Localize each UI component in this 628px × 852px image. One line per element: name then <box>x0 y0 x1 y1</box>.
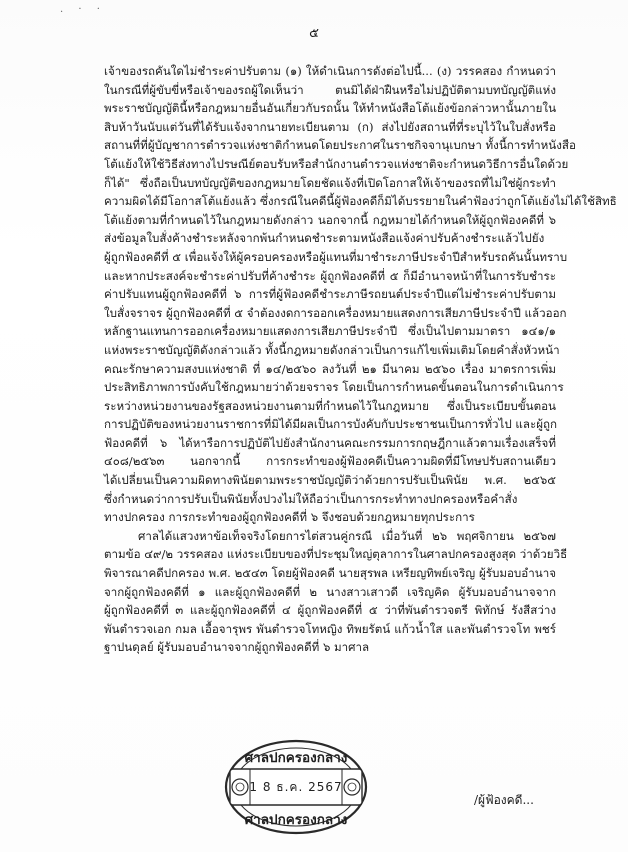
stamp-bottom-text: ศาลปกครองกลาง <box>244 812 348 828</box>
stamp-top-text: ศาลปกครองกลาง <box>244 750 348 766</box>
text-line: แห่งพระราชบัญญัติดังกล่าวแล้ว ทั้งนี้กฎหมายดังกล่าวเป็นการแก้ไขเพิ่มเติมโดยคำสั่งหัวหน้า <box>104 342 560 357</box>
text-line: การปฏิบัติของหน่วยงานราชการที่มิได้มีผลเป็นการบังคับกับประชาชนเป็นการทั่วไป และผู้ถูก <box>104 417 558 432</box>
text-line: คณะรักษาความสงบแห่งชาติ ที่ ๑๔/๒๕๖๐ ลงวันที่ ๒๑ มีนาคม ๒๕๖๐ เรื่อง มาตรการเพิ่ม <box>104 361 556 376</box>
stamp-date: 1 8 ธ.ค. 2567 <box>249 780 343 794</box>
text-line: ทางปกครอง การกระทำของผู้ถูกฟ้องคดีที่ ๖ จึงชอบด้วยกฎหมายทุกประการ <box>104 510 475 525</box>
text-line: โต้แย้งให้ใช้วิธีส่งทางไปรษณีย์ตอบรับหรือสำนักงานตำรวจแห่งชาติจะกำหนดวิธีการอื่นใดด้วย <box>104 156 569 171</box>
text-line: จากผู้ถูกฟ้องคดีที่ ๑ และผู้ถูกฟ้องคดีที่ ๒ นางสาวเสาวดี เจริญคิด ผู้รับมอบอำนาจจาก <box>104 584 556 599</box>
paragraph-container <box>104 62 617 657</box>
text-line: พิจารณาคดีปกครอง พ.ศ. ๒๕๔๓ โดยผู้ฟ้องคดี นายสุรพล เหรียญทิพย์เจริญ ผู้รับมอบอำนาจ <box>104 566 556 581</box>
scan-specks: . · · <box>60 4 106 15</box>
text-line: ฟ้องคดีที่ ๖ ได้หารือการปฏิบัติไปยังสำนักงานคณะกรรมการกฤษฎีกาแล้วตามเรื่องเสร็จที่ <box>104 435 556 450</box>
text-line: หลักฐานแทนการออกเครื่องหมายแสดงการเสียภาษีประจำปี ซึ่งเป็นไปตามมาตรา ๑๔๑/๑ <box>104 324 556 339</box>
text-line: ฐาปนดุลย์ ผู้รับมอบอำนาจจากผู้ถูกฟ้องคดีที่ ๖ มาศาล <box>104 640 370 655</box>
text-line: และหากประสงค์จะชำระค่าปรับที่ค้างชำระ ผู้ถูกฟ้องคดีที่ ๕ ก็มีอำนาจหน้าที่ในการรับชำระ <box>104 268 556 283</box>
text-line: ค่าปรับแทนผู้ถูกฟ้องคดีที่ ๖ การที่ผู้ฟ้องคดีชำระภาษีรถยนต์ประจำปีแต่ไม่ชำระค่าปรับตาม <box>104 287 556 302</box>
text-line: สถานที่ที่ผู้บัญชาการตำรวจแห่งชาติกำหนดโดยประกาศในราชกิจจานุเบกษา ทั้งนี้การทำหนังสือ <box>104 138 576 153</box>
text-line: ซึ่งกำหนดว่าการปรับเป็นพินัยทั้งปวงไม่ให้ถือว่าเป็นการกระทำทางปกครองหรือคำสั่ง <box>104 491 518 506</box>
page-number: ๕ <box>309 26 319 41</box>
paragraph <box>104 527 568 657</box>
text-line: ตามข้อ ๔๙/๒ วรรคสอง แห่งระเบียบของที่ประชุมใหญ่ตุลาการในศาลปกครองสูงสุด ว่าด้วยวิธี <box>104 547 568 562</box>
court-stamp <box>222 737 370 837</box>
continuation-marker: /ผู้ฟ้องคดี... <box>474 793 534 807</box>
text-line: พระราชบัญญัตินี้หรือกฎหมายอื่นอันเกี่ยวกับรถนั้น ให้ทำหนังสือโต้แย้งข้อกล่าวหานั้นภายใน <box>104 101 556 116</box>
text-line: สิบห้าวันนับแต่วันที่ได้รับแจ้งจากนายทะเบียนตาม (ก) ส่งไปยังสถานที่ที่ระบุไว้ในใบสั่งหรือ <box>104 119 556 134</box>
text-line: เจ้าของรถคันใดไม่ชำระค่าปรับตาม (๑) ให้ดำเนินการดังต่อไปนี้... (ง) วรรคสอง กำหนดว่า <box>104 64 556 78</box>
text-line: พันตำรวจเอก กมล เอื้อจารุพร พันตำรวจโทหญิง ทิพยรัตน์ แก้วน้ำใส และพันตำรวจโท พชร์ <box>104 621 556 636</box>
text-line: ผู้ถูกฟ้องคดีที่ ๕ เพื่อแจ้งให้ผู้ครอบครองหรือผู้แทนที่มาชำระภาษีประจำปีสำหรับรถคันนั้นทราบ <box>104 249 568 264</box>
text-line: ผู้ถูกฟ้องคดีที่ ๓ และผู้ถูกฟ้องคดีที่ ๔ ผู้ถูกฟ้องคดีที่ ๕ ว่าที่พันตำรวจตรี พิทักษ์ รังสีสว่าง <box>104 603 556 618</box>
text-line: ได้เปลี่ยนเป็นความผิดทางพินัยตามพระราชบัญญัติว่าด้วยการปรับเป็นพินัย พ.ศ. ๒๕๖๕ <box>104 473 556 488</box>
text-line: ใบสั่งจราจร ผู้ถูกฟ้องคดีที่ ๕ จำต้องงดการออกเครื่องหมายแสดงการเสียภาษีประจำปี แล้วออก <box>104 305 567 320</box>
text-line: ในกรณีที่ผู้ขับขี่หรือเจ้าของรถผู้ใดเห็นว่า ตนมิได้ฝ่าฝืนหรือไม่ปฏิบัติตามบทบัญญัติแห่ง <box>104 82 556 97</box>
text-line: ระหว่างหน่วยงานของรัฐสองหน่วยงานตามที่กำหนดไว้ในกฎหมาย ซึ่งเป็นระเบียบขั้นตอน <box>104 398 556 413</box>
text-line: ส่งข้อมูลใบสั่งค้างชำระหลังจากพ้นกำหนดชำระตามหนังสือแจ้งค่าปรับค้างชำระแล้วไปยัง <box>104 231 545 246</box>
text-line: โต้แย้งตามที่กำหนดไว้ในกฎหมายดังกล่าว นอกจากนี้ กฎหมายได้กำหนดให้ผู้ถูกฟ้องคดีที่ ๖ <box>104 212 556 227</box>
text-line: ก็ได้" ซึ่งถือเป็นบทบัญญัติของกฎหมายโดยชัดแจ้งที่เปิดโอกาสให้เจ้าของรถที่ไม่ใช่ผู้กระทำ <box>104 175 556 190</box>
text-line: ๔๐๘/๒๕๖๓ นอกจากนี้ การกระทำของผู้ฟ้องคดีเป็นความผิดที่มีโทษปรับสถานเดียว <box>104 454 556 469</box>
text-line: ประสิทธิภาพการบังคับใช้กฎหมายว่าด้วยจราจร โดยเป็นการกำหนดขั้นตอนในการดำเนินการ <box>104 380 564 395</box>
text-line: ศาลได้แสวงหาข้อเท็จจริงโดยการไต่สวนคู่กรณี เมื่อวันที่ ๒๖ พฤศจิกายน ๒๕๖๗ <box>138 528 556 543</box>
body-text <box>104 62 617 657</box>
paragraph <box>104 62 617 527</box>
text-line: ความผิดได้มีโอกาสโต้แย้งแล้ว ซึ่งกรณีในคดีนี้ผู้ฟ้องคดีก็มิได้บรรยายในคำฟ้องว่าถูกโต้แย้งไม่ได้ใช้สิทธิ <box>104 194 617 209</box>
